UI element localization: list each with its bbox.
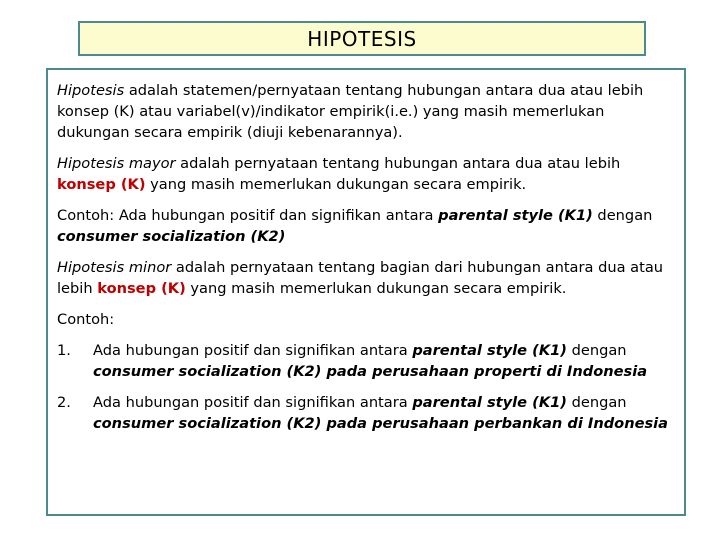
konsep-highlight: konsep (K) [57,176,146,193]
list-item-text [93,340,676,382]
k2-term: consumer socialization (K2) [57,228,286,245]
example-text: Contoh: Ada hubungan positif dan signifikan antara [57,207,439,224]
paragraph-hipotesis-mayor [57,153,676,195]
term-hipotesis-mayor: Hipotesis mayor [57,155,176,172]
list-number: 2. [57,394,71,411]
list-item [57,340,676,382]
k1-term: parental style (K1) [438,207,593,224]
list-number: 1. [57,342,71,359]
list-item-text [93,392,676,434]
example-text: dengan [566,394,627,411]
example-text: dengan [566,342,627,359]
term-hipotesis: Hipotesis [57,82,125,99]
k2-term: consumer socialization (K2) pada perusahaan perbankan di Indonesia [93,415,669,432]
definition-text: adalah pernyataan tentang bagian dari hubungan antara dua atau lebih [57,259,664,297]
k1-term: parental style (K1) [412,342,567,359]
definition-text: yang masih memerlukan dukungan secara empirik. [145,176,527,193]
example-text: Ada hubungan positif dan signifikan antara [93,394,413,411]
definition-text: adalah pernyataan tentang hubungan antara dua atau lebih [175,155,621,172]
k1-term: parental style (K1) [412,394,567,411]
list-item [57,392,676,434]
example-text: Ada hubungan positif dan signifikan antara [93,342,413,359]
definition-text: adalah statemen/pernyataan tentang hubungan antara dua atau lebih konsep (K) atau variabel(v)/indikator empirik(i.e.) yang masih memerlukan dukungan secara empirik (diuji kebenarannya). [57,82,644,141]
k2-term: consumer socialization (K2) pada perusahaan properti di Indonesia [93,363,648,380]
konsep-highlight: konsep (K) [97,280,186,297]
paragraph-hipotesis-minor [57,257,676,299]
paragraph-contoh-label: Contoh: [57,311,115,328]
term-hipotesis-minor: Hipotesis minor [57,259,172,276]
page-title: HIPOTESIS [78,21,646,56]
example-text: dengan [592,207,653,224]
definition-text: yang masih memerlukan dukungan secara empirik. [185,280,567,297]
paragraph-contoh-mayor [57,205,676,247]
content-box [46,68,686,516]
paragraph-hipotesis [57,80,676,143]
